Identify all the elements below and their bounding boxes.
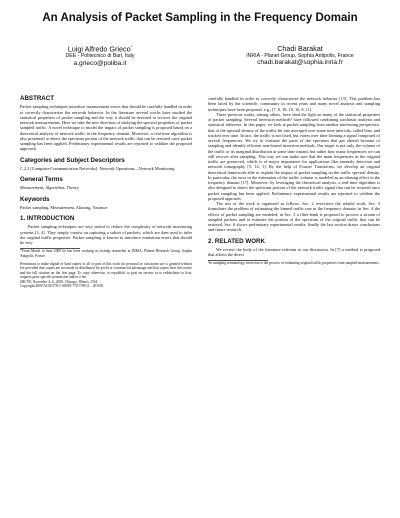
author-email: a.grieco@poliba.it [73,59,127,67]
general-terms-text: Measurement, Algorithms, Theory [20,185,79,191]
copyright-line: Copyright 2009 ACM 978-1-60558-770-7/09/11 ...$10.00. [20,284,105,289]
author-footnote-mark: * [130,44,133,49]
author-affiliation: DEE - Politecnico di Bari, Italy [65,53,135,60]
author-email: chadi.barakat@sophia.inria.fr [257,59,343,67]
introduction-text: Packet sampling techniques are very useful to reduce the complexity of network monitoring systems [3, 4]. They simply consist on capturing a subset of packets, which are then used to infer the original traffic properties. Packet sampling is known to introduce estimation errors that should be very [20,224,192,245]
author-affiliation: INRIA - Planet Group, Sophia Antipolis, France [246,53,354,59]
keywords-text: Packet sampling, Measurement, Aliasing, Variance [20,204,108,210]
conference-line: IMC'09, November 4–6, 2009, Chicago, Illinois, USA. [20,279,99,284]
author-name: Luigi Alfredo Grieco [67,44,131,54]
abstract-text: Packet sampling techniques introduce measurement errors that should be carefully handled in order to correctly characterize the network behavior. In the literature several works have studied the statistical properties of packet sampling and the way it should be inverted to recover the original network measurements. Here we take the new direction of studying the spectral properties of packet sampled traffic. A novel technique to model the impact of packet sampling is proposed based on a theoretical analysis of network traffic in the frequency domain. Moreover, a real-time algorithm is also presented to detect the spectrum portion of the network traffic that can be restored once packet sampling has been applied. Preliminary experimental results are reported to validate the proposed approach. [20,104,192,152]
general-terms-heading: General Terms [20,176,63,183]
categories-heading: Categories and Subject Descriptors [20,156,125,164]
intro-paragraph-2: These previous works, among others, have shed the light on many of the statistical properties of packet sampling. Several inversion methods¹ have followed combining stochastic analysis and statistical inference. In this paper, we look at packet sampling from another interesting perspective, that of the spectral density of the traffic bit rate averaged over some time intervals, called bins, and tracked over time. In fact, the traffic is not fixed, but varies over time forming a signal composed of several frequencies. We try to evaluate the parts of the spectrum that get altered because of sampling and identify efficient non-biased inversion methods. Our target is not only the volume of the traffic or its marginal distribution at some time instant, but rather how many frequencies we can still recover after sampling. This way we can make sure that the main frequencies in the original traffic are preserved, which is of major importance for applications like anomaly detection and network tomography [5, 14, 1]. By the help of Fourier Transforms, we develop an original theoretical framework able to explain the impact of packet sampling on the traffic spectral density. In particular, the error in the estimation of the traffic volume is modeled as an aliasing effect in the frequency domain [17]. Moreover, by leveraging the theoretical analysis, a real-time algorithm is also designed to detect the spectrum portion of the network traffic signal that can be restored once packet sampling has been applied. Preliminary experimental results are reported to validate the proposed approach. [208,111,380,201]
keywords-heading: Keywords [20,195,50,203]
left-column [20,96,192,289]
categories-text: C.2.3 [Computer-Communication Networks]: Network Operations—Network Monitoring [20,165,175,171]
copyright-notice: Permission to make digital or hard copies of all or part of this work for personal or classroom use is granted without fee provided that copies are not made or distributed for profit or commercial advantage and that copies bear this notice and the full citation on the first page. To copy otherwise, to republish, to post on servers or to redistribute to lists, requires prior specific permission and/or a fee. [20,262,192,280]
intro-paragraph-3: The rest of the work is organized as follows. Sec. 2 overviews the related work; Sec. 3 formulates the problem of estimating the binned traffic rate in the frequency domain; in Sec. 4 the effects of packet sampling are modeled; in Sec. 5 a filter-bank is proposed to process a stream of sampled packets and to estimate the portion of the spectrum of the original traffic that can be restored; Sec. 6 shows preliminary experimental results; finally the last section draws conclusions and future research. [208,201,380,233]
author-block-2 [200,44,400,67]
paper-title: An Analysis of Packet Sampling in the Frequency Domain [42,12,358,24]
right-column [208,96,380,266]
author-name: Chadi Barakat [277,44,323,53]
author-footnote: *From March to June 2009 he has been working as visiting researcher at INRIA, Planete Research Group, Sophia Antipolis, France. [20,249,192,258]
author-block-1 [0,44,200,68]
inversion-footnote: ¹In sampling terminology, inversion is the process of estimating original traffic properties from sampled measurements. [208,261,380,266]
related-work-heading: 2. RELATED WORK [208,237,265,245]
related-work-text: We review the body of the literature relevant to our discussion. In [7] a method is proposed that allows the direct [208,246,380,257]
abstract-heading: ABSTRACT [20,95,55,102]
intro-continued: carefully handled in order to correctly characterize the network behavior [15]. This problem has been faced by the scientific community in recent years and many novel analysis and sampling techniques have been proposed, e.g., [7, 8, 18, 10, 16, 8, 11]. [208,96,380,112]
introduction-heading: 1. INTRODUCTION [20,215,75,222]
